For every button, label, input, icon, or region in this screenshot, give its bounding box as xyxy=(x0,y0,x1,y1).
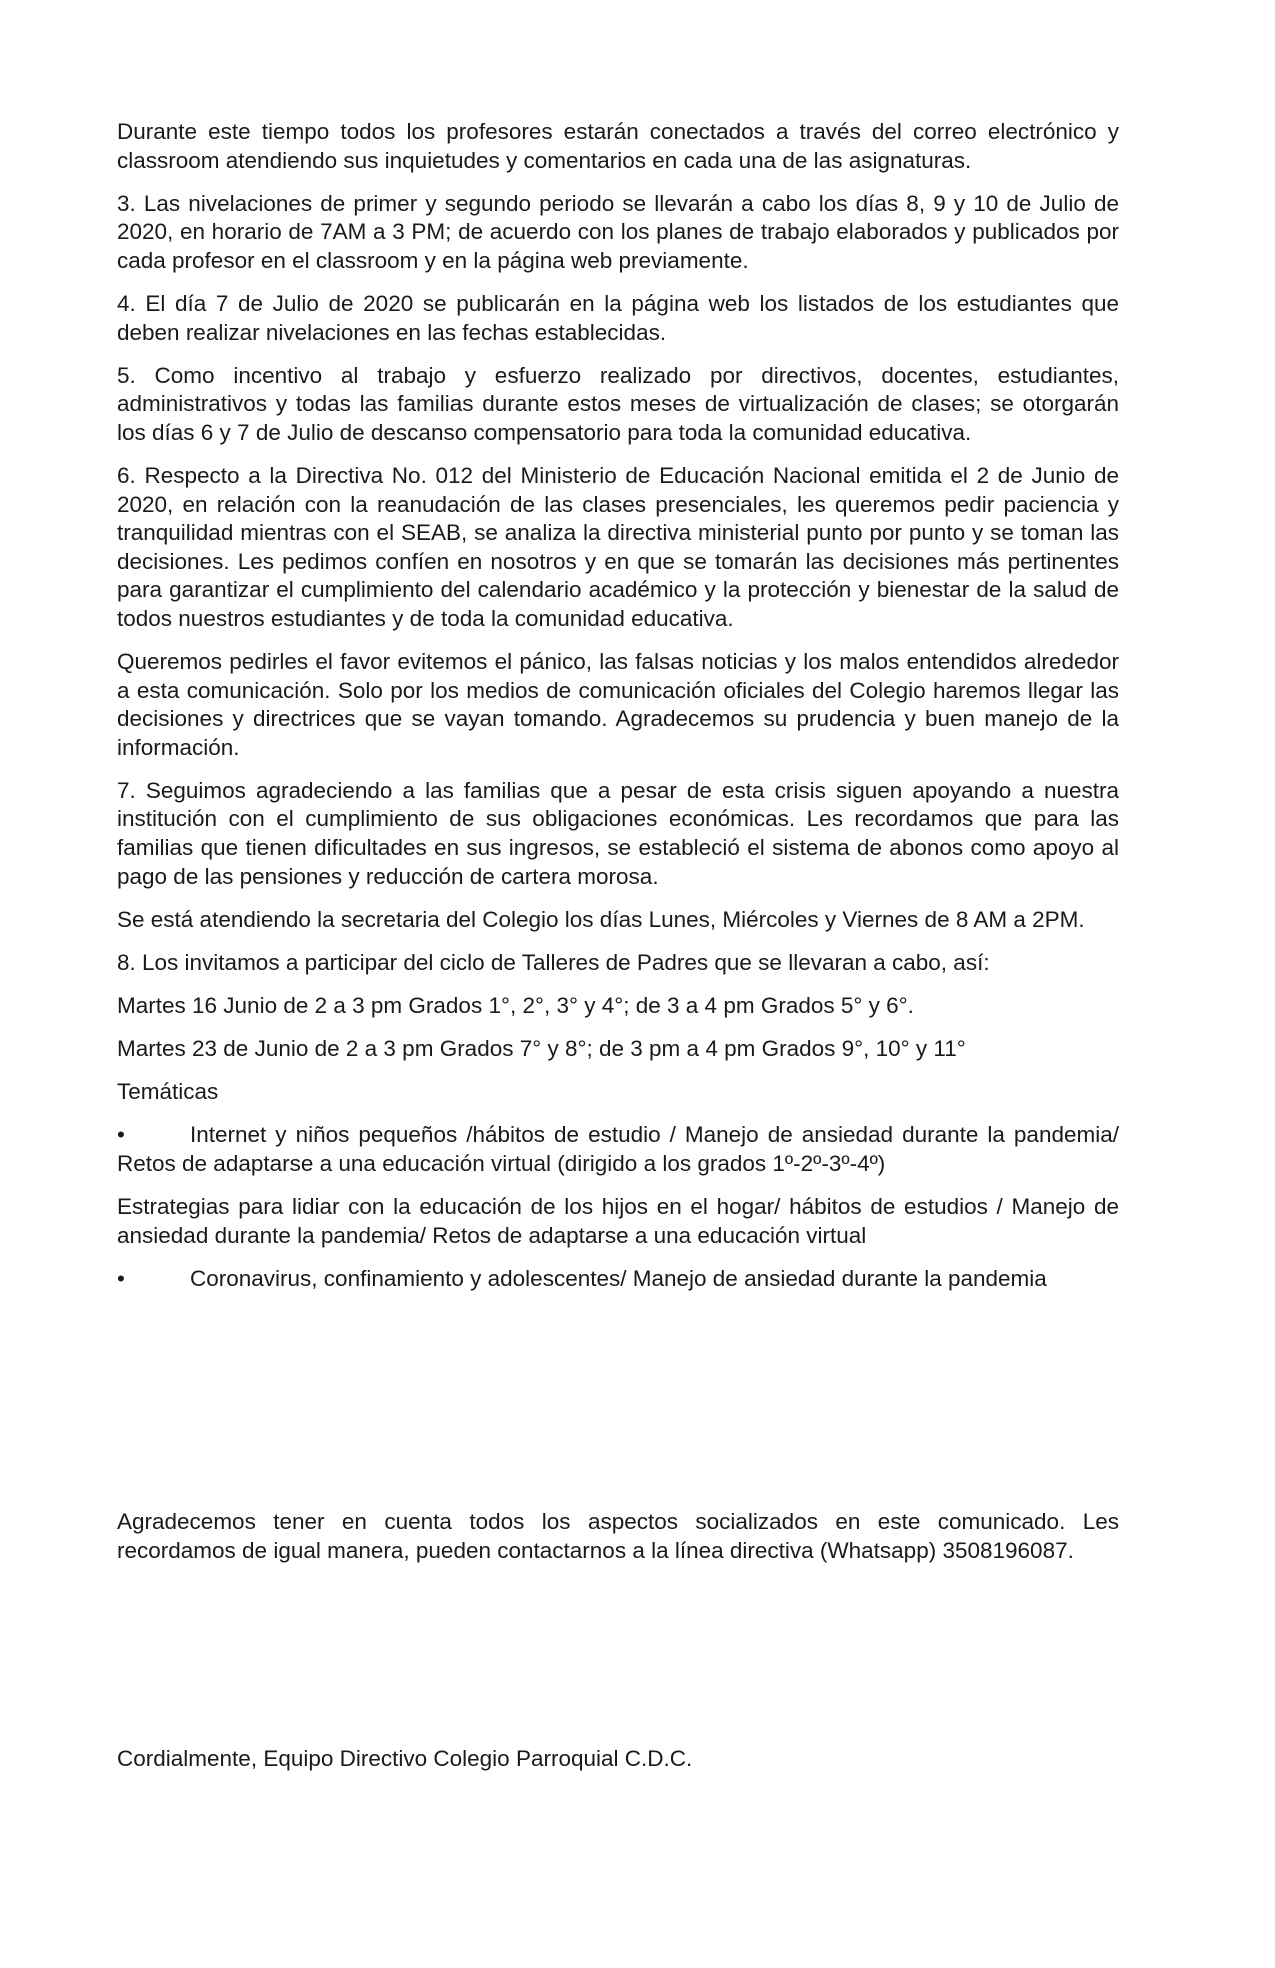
paragraph-intro: Durante este tiempo todos los profesores estarán conectados a través del correo electrónico y classroom atendiendo sus inquietudes y comentarios en cada una de las asignaturas. xyxy=(117,119,1119,173)
paragraph-closing: Agradecemos tener en cuenta todos los aspectos socializados en este comunicado. Les recordamos de igual manera, pueden contactarnos a la línea directiva (Whatsapp) 3508196087. xyxy=(117,1509,1119,1563)
document-body xyxy=(117,118,1119,1308)
paragraph-item-8: 8. Los invitamos a participar del ciclo de Talleres de Padres que se llevaran a cabo, así: xyxy=(117,949,990,975)
paragraph-strategies: Estrategias para lidiar con la educación de los hijos en el hogar/ hábitos de estudios / Manejo de ansiedad durante la pandemia/ Retos de adaptarse a una educación virtual xyxy=(117,1193,1119,1248)
bullet-item-2 xyxy=(117,1265,1119,1294)
bullet-mark: • xyxy=(117,1265,125,1291)
paragraph-secretary-hours: Se está atendiendo la secretaria del Colegio los días Lunes, Miércoles y Viernes de 8 AM a 2PM. xyxy=(117,906,1085,932)
signature-line: Cordialmente, Equipo Directivo Colegio Parroquial C.D.C. xyxy=(117,1746,693,1771)
paragraph-item-5: 5. Como incentivo al trabajo y esfuerzo realizado por directivos, docentes, estudiantes, administrativos y todas las familias durante estos meses de virtualización de clases; se otorgarán los días 6 y 7 de Julio de descanso compensatorio para toda la comunidad educativa. xyxy=(117,362,1119,445)
paragraph-panic-notice: Queremos pedirles el favor evitemos el pánico, las falsas noticias y los malos entendidos alrededor a esta comunicación. Solo por los medios de comunicación oficiales del Colegio haremos llegar las decisiones y directrices que se vayan tomando. Agradecemos su prudencia y buen manejo de la información. xyxy=(117,649,1119,760)
paragraph-item-4: 4. El día 7 de Julio de 2020 se publicarán en la página web los listados de los estudiantes que deben realizar nivelaciones en las fechas establecidas. xyxy=(117,290,1119,345)
paragraph-item-6: 6. Respecto a la Directiva No. 012 del Ministerio de Educación Nacional emitida el 2 de Junio de 2020, en relación con la reanudación de las clases presenciales, les queremos pedir paciencia y tranquilidad mientras con el SEAB, se analiza la directiva ministerial punto por punto y se toman las decisiones. Les pedimos confíen en nosotros y en que se tomarán las decisiones más pertinentes para garantizar el cumplimiento del calendario académico y la protección y bienestar de la salud de todos nuestros estudiantes y de toda la comunidad educativa. xyxy=(117,462,1119,631)
paragraph-item-7: 7. Seguimos agradeciendo a las familias que a pesar de esta crisis siguen apoyando a nuestra institución con el cumplimiento de sus obligaciones económicas. Les recordamos que para las familias que tienen dificultades en sus ingresos, se estableció el sistema de abonos como apoyo al pago de las pensiones y reducción de cartera morosa. xyxy=(117,777,1119,889)
bullet-item-2-text: Coronavirus, confinamiento y adolescentes/ Manejo de ansiedad durante la pandemia xyxy=(190,1265,1047,1291)
bullet-mark: • xyxy=(117,1122,125,1148)
paragraph-schedule-june-23: Martes 23 de Junio de 2 a 3 pm Grados 7° y 8°; de 3 pm a 4 pm Grados 9°, 10° y 11° xyxy=(117,1036,966,1062)
bullet-item-1-text: Internet y niños pequeños /hábitos de estudio / Manejo de ansiedad durante la pandemia/ Retos de adaptarse a una educación virtual (dirigido a los grados 1º-2º-3º-4º) xyxy=(117,1122,1119,1176)
paragraph-schedule-june-16: Martes 16 Junio de 2 a 3 pm Grados 1°, 2°, 3° y 4°; de 3 a 4 pm Grados 5° y 6°. xyxy=(117,992,914,1018)
paragraph-topics-heading: Temáticas xyxy=(117,1079,219,1105)
paragraph-item-3: 3. Las nivelaciones de primer y segundo periodo se llevarán a cabo los días 8, 9 y 10 de Julio de 2020, en horario de 7AM a 3 PM; de acuerdo con los planes de trabajo elaborados y publicados por cada profesor en el classroom y en la página web previamente. xyxy=(117,190,1119,273)
bullet-item-1 xyxy=(117,1121,1119,1178)
